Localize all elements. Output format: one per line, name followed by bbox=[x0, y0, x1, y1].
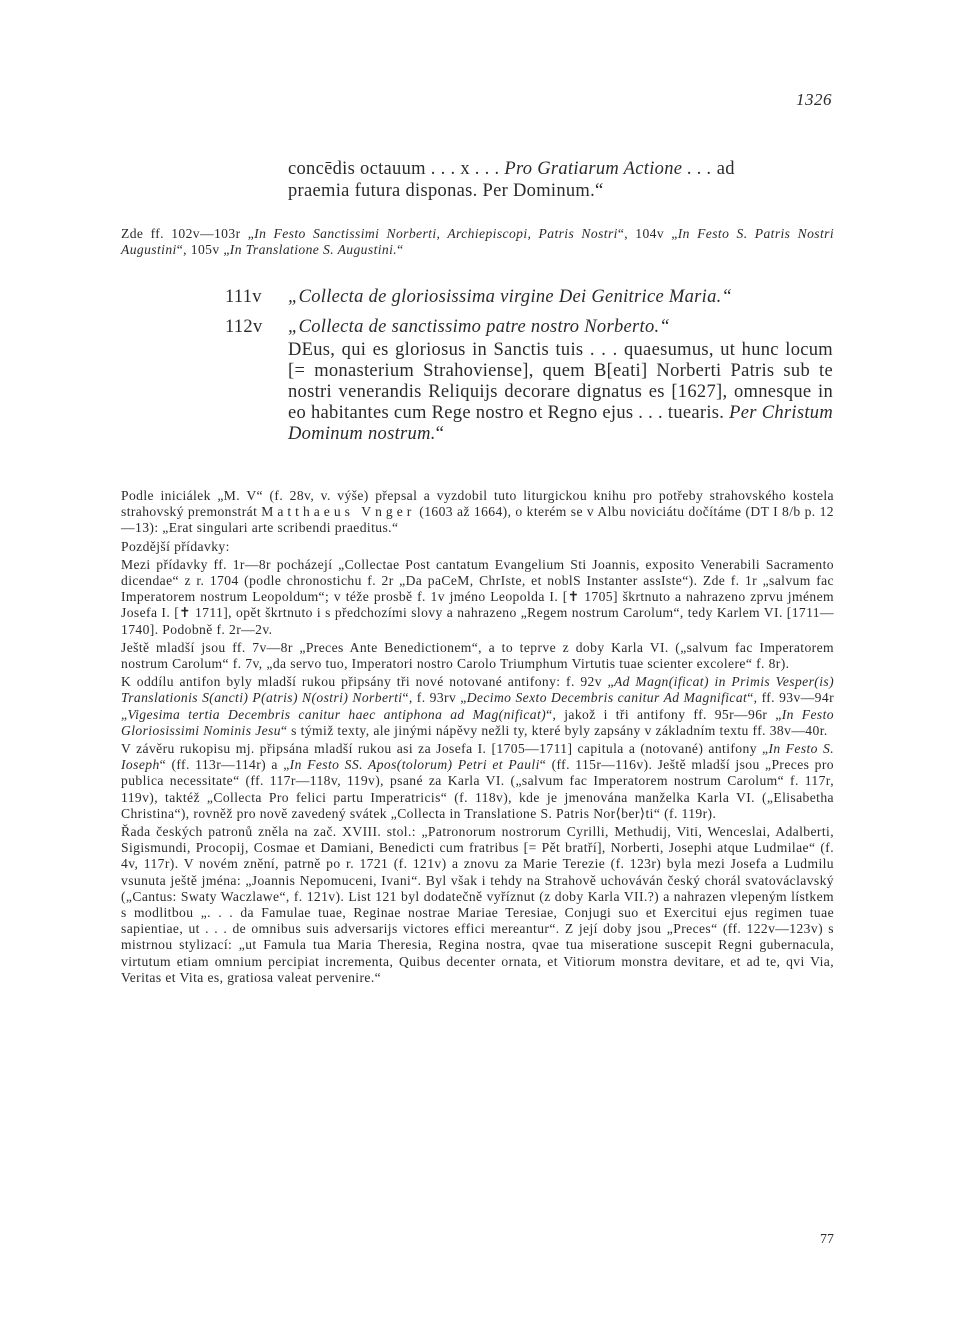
paragraph-text: (1603 až 1664), o kterém se v Albu noviciátu dočítáme (DT I 8/b p. 12—13): „Erat singulari arte scribendi praeditus.“ bbox=[121, 504, 835, 536]
paragraph-antiphons bbox=[121, 674, 834, 739]
paragraph-italic: Vigesima tertia Decembris canitur haec antiphona ad Mag(nificat) bbox=[127, 706, 547, 722]
opening-text bbox=[288, 158, 833, 202]
entry-112v bbox=[225, 316, 670, 338]
paragraph-text: “ s týmiž texty, ale jinými nápěvy nežli ty, které byly zapsány v základním textu ff. 38v—40r. bbox=[280, 722, 828, 738]
paragraph-italic: In Festo S. Ioseph bbox=[121, 741, 834, 773]
opening-line-1-part-a: concēdis octauum . . . x . . . bbox=[288, 159, 505, 179]
entry-folio: 112v bbox=[225, 317, 263, 337]
note-italic: In Translatione S. Augustini. bbox=[229, 242, 398, 258]
entry-folio: 111v bbox=[225, 287, 262, 307]
opening-line-1-italic: Pro Gratiarum Actione . . . bbox=[504, 159, 712, 179]
paragraph-text: “ (ff. 113r—114r) a „ bbox=[159, 757, 290, 773]
footer-page-number: 77 bbox=[820, 1232, 834, 1247]
paragraph-later-additions-heading: Pozdější přídavky: bbox=[121, 538, 230, 554]
paragraph-italic: Decimo Sexto Decembris canitur Ad Magnificat bbox=[466, 690, 748, 706]
paragraph-text: K oddílu antifon byly mladší rukou připsány tři nové notované antifony: f. 92v „ bbox=[121, 674, 614, 690]
paragraph-text: Podle iniciálek „M. V“ (f. 28v, v. výše) přepsal a vyzdobil tuto liturgickou knihu pro potřeby strahovského kostela strahovský premonstrát bbox=[121, 488, 834, 520]
scribe-name: Matthaeus Vnger bbox=[261, 504, 416, 520]
entry-title: „Collecta de gloriosissima virgine Dei Genitrice Maria.“ bbox=[288, 287, 733, 307]
paragraph-text: V závěru rukopisu mj. připsána mladší rukou asi za Josefa I. [1705—1711] capitula a (notované) antifony „ bbox=[121, 741, 769, 757]
paragraph-text: “, f. 93rv „ bbox=[402, 690, 467, 706]
note-italic: In Festo Sanctissimi Norberti, Archiepiscopi, Patris Nostri bbox=[254, 226, 618, 241]
paragraph-italic: In Festo SS. Apos(tolorum) Petri et Pauli bbox=[289, 757, 540, 773]
note-text: “, 105v „ bbox=[176, 242, 230, 258]
paragraph-closing-additions bbox=[121, 741, 834, 822]
prayer-close: “ bbox=[435, 424, 445, 444]
commentary bbox=[121, 488, 834, 988]
note-text: Zde ff. 102v—103r „ bbox=[121, 226, 255, 241]
opening-line-1-part-c: ad bbox=[711, 159, 735, 179]
prayer-text bbox=[288, 340, 833, 445]
paragraph-additions-1: Mezi přídavky ff. 1r—8r pocházejí „Collectae Post cantatum Evangelium Sti Joannis, exposito Venerabili Sacramento dicendae“ z r. 1704 (podle chronostichu f. 2r „Da paCeM, ChrIste, et noblS Instanter assIste“). Zde f. 1r „salvum fac Imperatorem nostrum Leopoldum“; v téže prosbě f. 1v jméno Leopolda I. [✝ 1705] škrtnuto a nahrazeno zprvu jménem Josefa I. [✝ 1711], opět škrtnuto i s předchozími slovy a nahrazeno „Regem nostrum Carolum“, tedy Karlem VI. [1711—1740]. Podobně f. 2r—2v. bbox=[121, 556, 834, 637]
paragraph-text: “, ff. 93v—94r „ bbox=[121, 690, 835, 722]
note-paragraph bbox=[121, 226, 834, 258]
prayer-body: DEus, qui es gloriosus in Sanctis tuis . . . quaesumus, ut hunc locum [= monasterium Strahoviense], quem B[eati] Norberti Patris sub te nostri venerandis Reliquijs decorare dignatus es [1627], omnesque in eo habitantes cum Rege nostro et Regno ejus . . . tuearis. bbox=[288, 340, 833, 423]
paragraph-scribe bbox=[121, 488, 834, 537]
paragraph-text: “, jakož i tři antifony ff. 95r—96r „ bbox=[546, 706, 782, 722]
prayer-ending: Per Christum Dominum nostrum. bbox=[288, 403, 833, 444]
opening-line-1 bbox=[288, 158, 833, 180]
opening-line-2: praemia futura disponas. Per Dominum.“ bbox=[288, 181, 604, 201]
paragraph-patrons: Řada českých patronů zněla na zač. XVIII. stol.: „Patronorum nostrorum Cyrilli, Methudij, Viti, Wenceslai, Adalberti, Sigismundi, Procopij, Cosmae et Damiani, Benedicti cum fratribus [= Pět bratří], Norberti, Josephi atque Ludmilae“ (f. 4v, 117r). V novém znění, patrně po r. 1721 (f. 121v) a znovu za Marie Terezie (f. 123r) byla mezi Josefa a Ludmilu vsunuta ještě jména: „Joannis Nepomuceni, Ivani“. Byl však i tehdy na Strahově uchováván český chorál svatováclavský („Cantus: Swaty Waczlawe“, f. 121v). List 121 byl dodatečně vyříznut (z doby Karla VII.?) a nahrazen vlepeným lístkem s modlitbou „. . . da Famulae tuae, Reginae nostrae Mariae Teresiae, Conjugi suo et Exercitui ejus regimen tuae sapientiae, ut . . . de omnibus suis adversarijs victores effici mereantur“. Z její doby jsou „Preces“ (ff. 122v—123v) s mistrnou stylizací: „ut Famula tua Maria Theresia, Regina nostra, qvae tua miseratione suscepit Regni gubernacula, virtutum etiam omnium percipiat incrementa, Quibus decenter ornata, et Vitiorum monstra devitare, et ad te, qvi Via, Veritas et Vita es, gratiosa valeat pervenire.“ bbox=[121, 824, 834, 985]
paragraph-italic: In Festo Gloriosissimi Nominis Jesu bbox=[121, 706, 834, 738]
paragraph-italic: Ad Magn(ificat) in Primis Vesper(is) Translationis S(ancti) P(atris) N(ostri) Norberti bbox=[121, 674, 834, 706]
note-text: “ bbox=[397, 242, 404, 258]
note-text: “, 104v „ bbox=[617, 226, 678, 241]
paragraph-text: “ (ff. 115r—116v). Ještě mladší jsou „Preces pro publica necessitate“ (ff. 117r—118v, 119v), psané za Karla VI. („salvum fac Imperatorem nostrum Carolum“ f. 117r, 119v), taktéž „Collecta Pro felici partu Imperatricis“ (f. 118v), kde je jmenována manželka Karla VI. („Elisabetha Christina“), rovněž pro nově zavedený svátek „Collecta in Translatione S. Patris Nor⟨ber⟩ti“ (f. 119r). bbox=[121, 757, 834, 821]
entry-title: „Collecta de sanctissimo patre nostro Norberto.“ bbox=[288, 317, 671, 337]
note-italic: In Festo S. Patris Nostri Augustini bbox=[121, 226, 835, 258]
paragraph-additions-2: Ještě mladší jsou ff. 7v—8r „Preces Ante Benedictionem“, a to teprve z doby Karla VI. („salvum fac Imperatorem nostrum Carolum“ f. 7v, „da servo tuo, Imperatori nostro Carolo Triumphum Virtutis tuae scienter excolere“ f. 8r). bbox=[121, 639, 834, 672]
page-number: 1326 bbox=[796, 90, 832, 109]
entry-111v bbox=[225, 286, 732, 308]
